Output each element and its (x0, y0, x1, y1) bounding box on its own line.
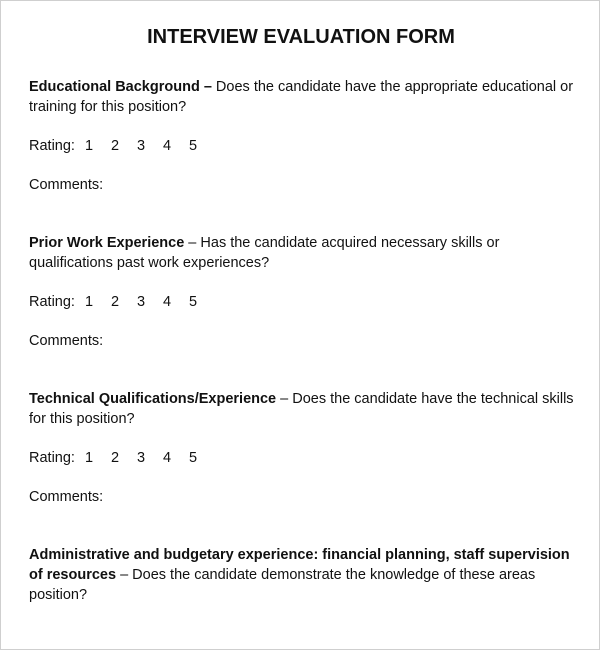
rating-label: Rating: (29, 138, 75, 154)
rating-option-4[interactable]: 4 (162, 138, 172, 154)
rating-label: Rating: (29, 294, 75, 310)
question-text: – Does the candidate have the technical skills for this position? (29, 391, 574, 427)
question (29, 545, 581, 605)
question-text: – Has the candidate acquired necessary skills or qualifications past work experiences? (29, 235, 500, 271)
comments-label: Comments: (29, 489, 104, 505)
rating-option-3[interactable]: 3 (136, 450, 146, 466)
rating-option-2[interactable]: 2 (110, 138, 120, 154)
comments-label: Comments: (29, 177, 104, 193)
question (29, 77, 581, 117)
comments-label: Comments: (29, 333, 104, 349)
rating-option-3[interactable]: 3 (136, 138, 146, 154)
question-text: Does the candidate have the appropriate educational or training for this position? (29, 79, 574, 115)
section-prior-work-experience (29, 233, 581, 351)
section-technical-qualifications (29, 389, 581, 507)
rating-option-5[interactable]: 5 (188, 138, 198, 154)
rating-row (29, 292, 581, 312)
form-title: INTERVIEW EVALUATION FORM (147, 26, 455, 48)
rating-label: Rating: (29, 450, 75, 466)
question-heading: Educational Background – (29, 79, 212, 95)
rating-option-4[interactable]: 4 (162, 450, 172, 466)
rating-row (29, 448, 581, 468)
rating-option-1[interactable]: 1 (84, 294, 94, 310)
rating-option-5[interactable]: 5 (188, 294, 198, 310)
rating-option-2[interactable]: 2 (110, 450, 120, 466)
question (29, 233, 581, 273)
section-administrative-budgetary (29, 545, 581, 605)
rating-option-1[interactable]: 1 (84, 138, 94, 154)
question-heading: Administrative and budgetary experience: financial planning, staff supervision of resources (29, 547, 570, 583)
rating-option-1[interactable]: 1 (84, 450, 94, 466)
rating-option-2[interactable]: 2 (110, 294, 120, 310)
rating-option-3[interactable]: 3 (136, 294, 146, 310)
question-heading: Prior Work Experience (29, 235, 185, 251)
question-text: – Does the candidate demonstrate the knowledge of these areas position? (29, 567, 536, 603)
section-educational-background (29, 77, 581, 195)
rating-row (29, 136, 581, 156)
rating-option-4[interactable]: 4 (162, 294, 172, 310)
rating-option-5[interactable]: 5 (188, 450, 198, 466)
question-heading: Technical Qualifications/Experience (29, 391, 277, 407)
question (29, 389, 581, 429)
